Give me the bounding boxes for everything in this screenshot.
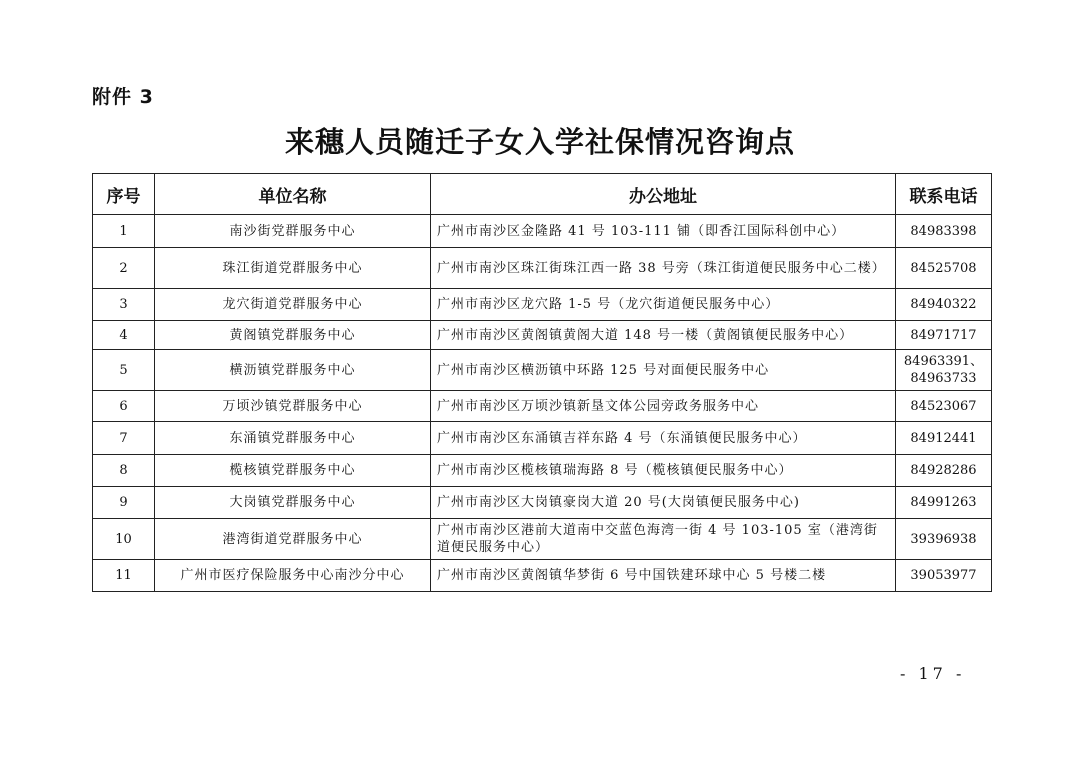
office-address: 广州市南沙区黄阁镇黄阁大道 148 号一楼（黄阁镇便民服务中心） [431,321,896,350]
office-address: 广州市南沙区金隆路 41 号 103-111 铺（即香江国际科创中心） [431,215,896,248]
unit-name: 珠江街道党群服务中心 [155,248,431,289]
office-address: 广州市南沙区龙穴路 1-5 号（龙穴街道便民服务中心） [431,289,896,321]
contact-phone: 39053977 [896,560,992,592]
unit-name: 龙穴街道党群服务中心 [155,289,431,321]
office-address: 广州市南沙区珠江街珠江西一路 38 号旁（珠江街道便民服务中心二楼） [431,248,896,289]
unit-name: 南沙街党群服务中心 [155,215,431,248]
header-unit-name: 单位名称 [155,174,431,215]
table-row [93,248,992,289]
attachment-label: 附件 3 [92,86,154,108]
table-row [93,455,992,487]
page-number: - 17 - [900,664,966,683]
contact-phone: 84912441 [896,422,992,455]
row-number: 7 [93,422,155,455]
contact-phone: 84991263 [896,487,992,519]
unit-name: 万顷沙镇党群服务中心 [155,391,431,422]
office-address: 广州市南沙区东涌镇吉祥东路 4 号（东涌镇便民服务中心） [431,422,896,455]
table-row [93,560,992,592]
row-number: 6 [93,391,155,422]
office-address: 广州市南沙区港前大道南中交蓝色海湾一街 4 号 103-105 室（港湾街道便民服务中心） [431,519,896,560]
row-number: 5 [93,350,155,391]
office-address: 广州市南沙区横沥镇中环路 125 号对面便民服务中心 [431,350,896,391]
table-row [93,391,992,422]
table-row [93,519,992,560]
unit-name: 东涌镇党群服务中心 [155,422,431,455]
contact-phone: 84963391、84963733 [896,350,992,391]
row-number: 8 [93,455,155,487]
table-header-row [93,174,992,215]
header-office-address: 办公地址 [431,174,896,215]
header-contact-phone: 联系电话 [896,174,992,215]
unit-name: 港湾街道党群服务中心 [155,519,431,560]
unit-name: 黄阁镇党群服务中心 [155,321,431,350]
row-number: 11 [93,560,155,592]
header-number: 序号 [93,174,155,215]
document-title: 来穗人员随迁子女入学社保情况咨询点 [284,125,795,159]
contact-phone: 84971717 [896,321,992,350]
contact-phone: 39396938 [896,519,992,560]
unit-name: 大岗镇党群服务中心 [155,487,431,519]
table-row [93,289,992,321]
table-row [93,422,992,455]
row-number: 1 [93,215,155,248]
table-row [93,215,992,248]
contact-phone: 84523067 [896,391,992,422]
consultation-points-table [92,173,992,592]
row-number: 3 [93,289,155,321]
table-row [93,350,992,391]
contact-phone: 84940322 [896,289,992,321]
row-number: 2 [93,248,155,289]
table-row [93,487,992,519]
row-number: 4 [93,321,155,350]
office-address: 广州市南沙区黄阁镇华梦街 6 号中国铁建环球中心 5 号楼二楼 [431,560,896,592]
table-row [93,321,992,350]
office-address: 广州市南沙区榄核镇瑞海路 8 号（榄核镇便民服务中心） [431,455,896,487]
office-address: 广州市南沙区大岗镇豪岗大道 20 号(大岗镇便民服务中心) [431,487,896,519]
contact-phone: 84928286 [896,455,992,487]
contact-phone: 84983398 [896,215,992,248]
row-number: 9 [93,487,155,519]
unit-name: 榄核镇党群服务中心 [155,455,431,487]
unit-name: 广州市医疗保险服务中心南沙分中心 [155,560,431,592]
office-address: 广州市南沙区万顷沙镇新垦文体公园旁政务服务中心 [431,391,896,422]
unit-name: 横沥镇党群服务中心 [155,350,431,391]
row-number: 10 [93,519,155,560]
contact-phone: 84525708 [896,248,992,289]
